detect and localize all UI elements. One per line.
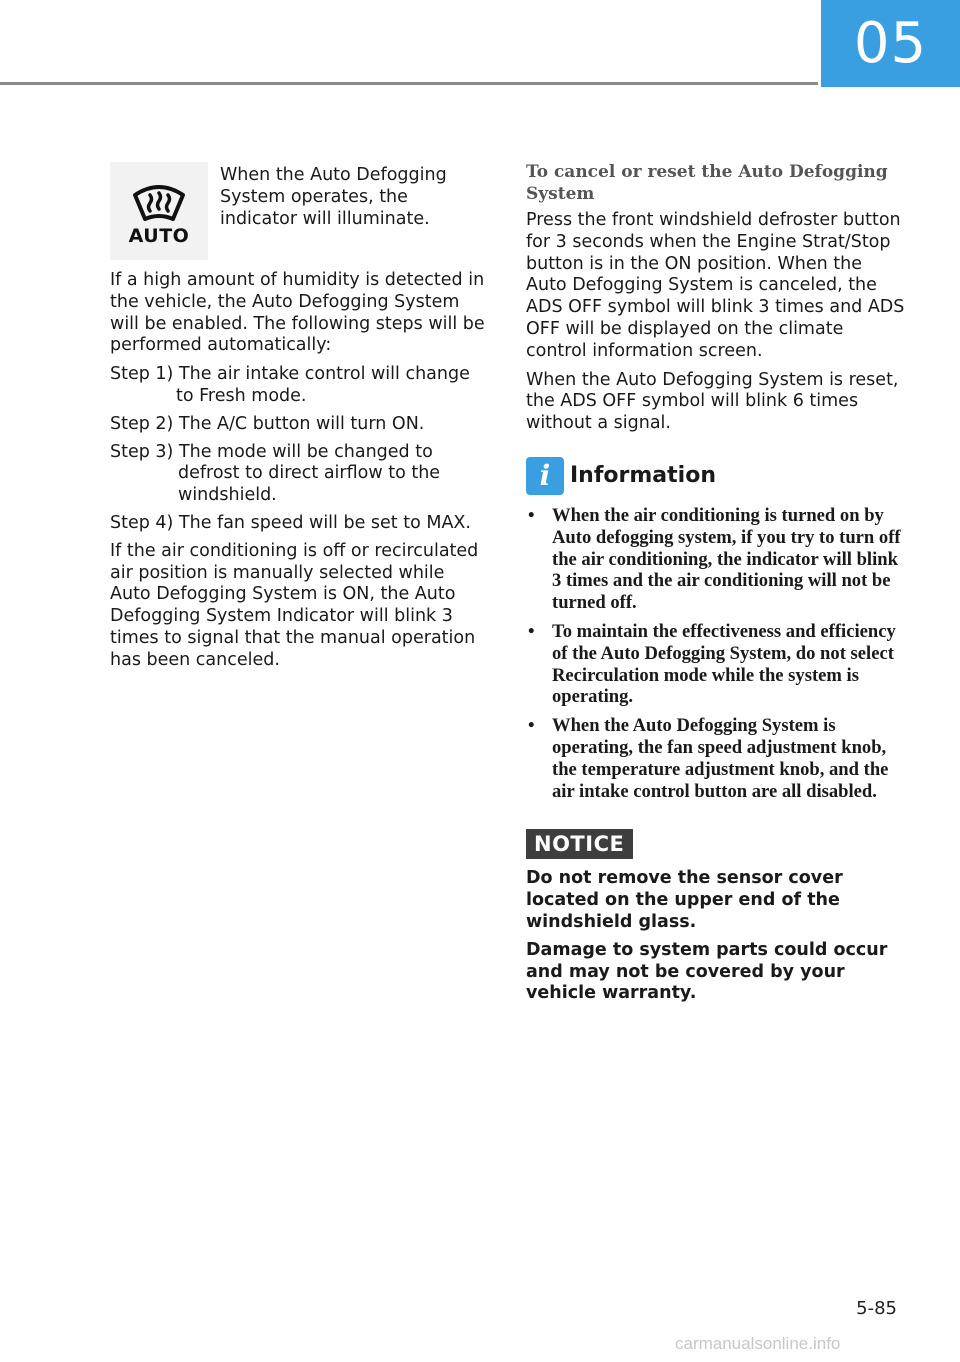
right-column: [526, 162, 906, 1011]
watermark: carmanualsonline.info: [675, 1334, 841, 1353]
closing-paragraph: If the air conditioning is off or recirculated air position is manually selected while Auto Defogging System is ON, the Auto Defogging System Indicator will blink 3 times to signal that the manual operation has been canceled.: [110, 540, 479, 670]
indicator-description: When the Auto Defogging System operates, the indicator will illuminate.: [220, 165, 447, 229]
chapter-tab: 05: [821, 0, 960, 87]
step-item: Step 4) The fan speed will be set to MAX.: [110, 512, 471, 533]
auto-label: AUTO: [128, 225, 190, 247]
info-icon: i: [526, 457, 564, 495]
reset-paragraph: When the Auto Defogging System is reset, the ADS OFF symbol will blink 6 times without a signal.: [526, 369, 899, 434]
indicator-block: [110, 162, 490, 260]
bullet-icon: •: [528, 715, 535, 737]
list-item: • When the Auto Defogging System is operating, the fan speed adjustment knob, the temperature adjustment knob, and the air intake control button are all disabled.: [528, 715, 889, 802]
intro-paragraph: If a high amount of humidity is detected in the vehicle, the Auto Defogging System will be enabled. The following steps will be performed automatically:: [110, 270, 485, 356]
section-heading: To cancel or reset the Auto Defogging System: [526, 162, 888, 204]
information-list: [526, 505, 906, 802]
list-item: • To maintain the effectiveness and efficiency of the Auto Defogging System, do not select Recirculation mode while the system is operating.: [528, 620, 896, 708]
bullet-icon: •: [528, 620, 535, 642]
step-item: Step 1) The air intake control will change to Fresh mode.: [110, 364, 470, 406]
page-number: 5-85: [856, 1298, 897, 1319]
windshield-heat-icon: [129, 175, 189, 223]
bullet-icon: •: [528, 504, 535, 526]
left-column: [110, 162, 490, 679]
step-item: Step 3) The mode will be changed to defrost to direct airflow to the windshield.: [110, 441, 441, 506]
auto-defog-icon: [110, 162, 208, 260]
notice-paragraph: Damage to system parts could occur and may not be covered by your vehicle warranty.: [526, 939, 888, 1004]
notice-paragraph: Do not remove the sensor cover located on the upper end of the windshield glass.: [526, 868, 843, 932]
information-title: Information: [570, 463, 716, 489]
notice-badge: NOTICE: [526, 829, 633, 859]
header-rule: [0, 82, 818, 85]
information-header: [526, 457, 906, 495]
step-item: Step 2) The A/C button will turn ON.: [110, 413, 425, 434]
cancel-paragraph: Press the front windshield defroster button for 3 seconds when the Engine Strat/Stop button is in the ON position. When the Auto Defogging System is canceled, the ADS OFF symbol will blink 3 times and ADS OFF will be displayed on the climate control information screen.: [526, 210, 905, 361]
list-item: • When the air conditioning is turned on by Auto defogging system, if you try to turn off the air conditioning, the indicator will blink 3 times and the air conditioning will not be turned off.: [528, 504, 901, 614]
